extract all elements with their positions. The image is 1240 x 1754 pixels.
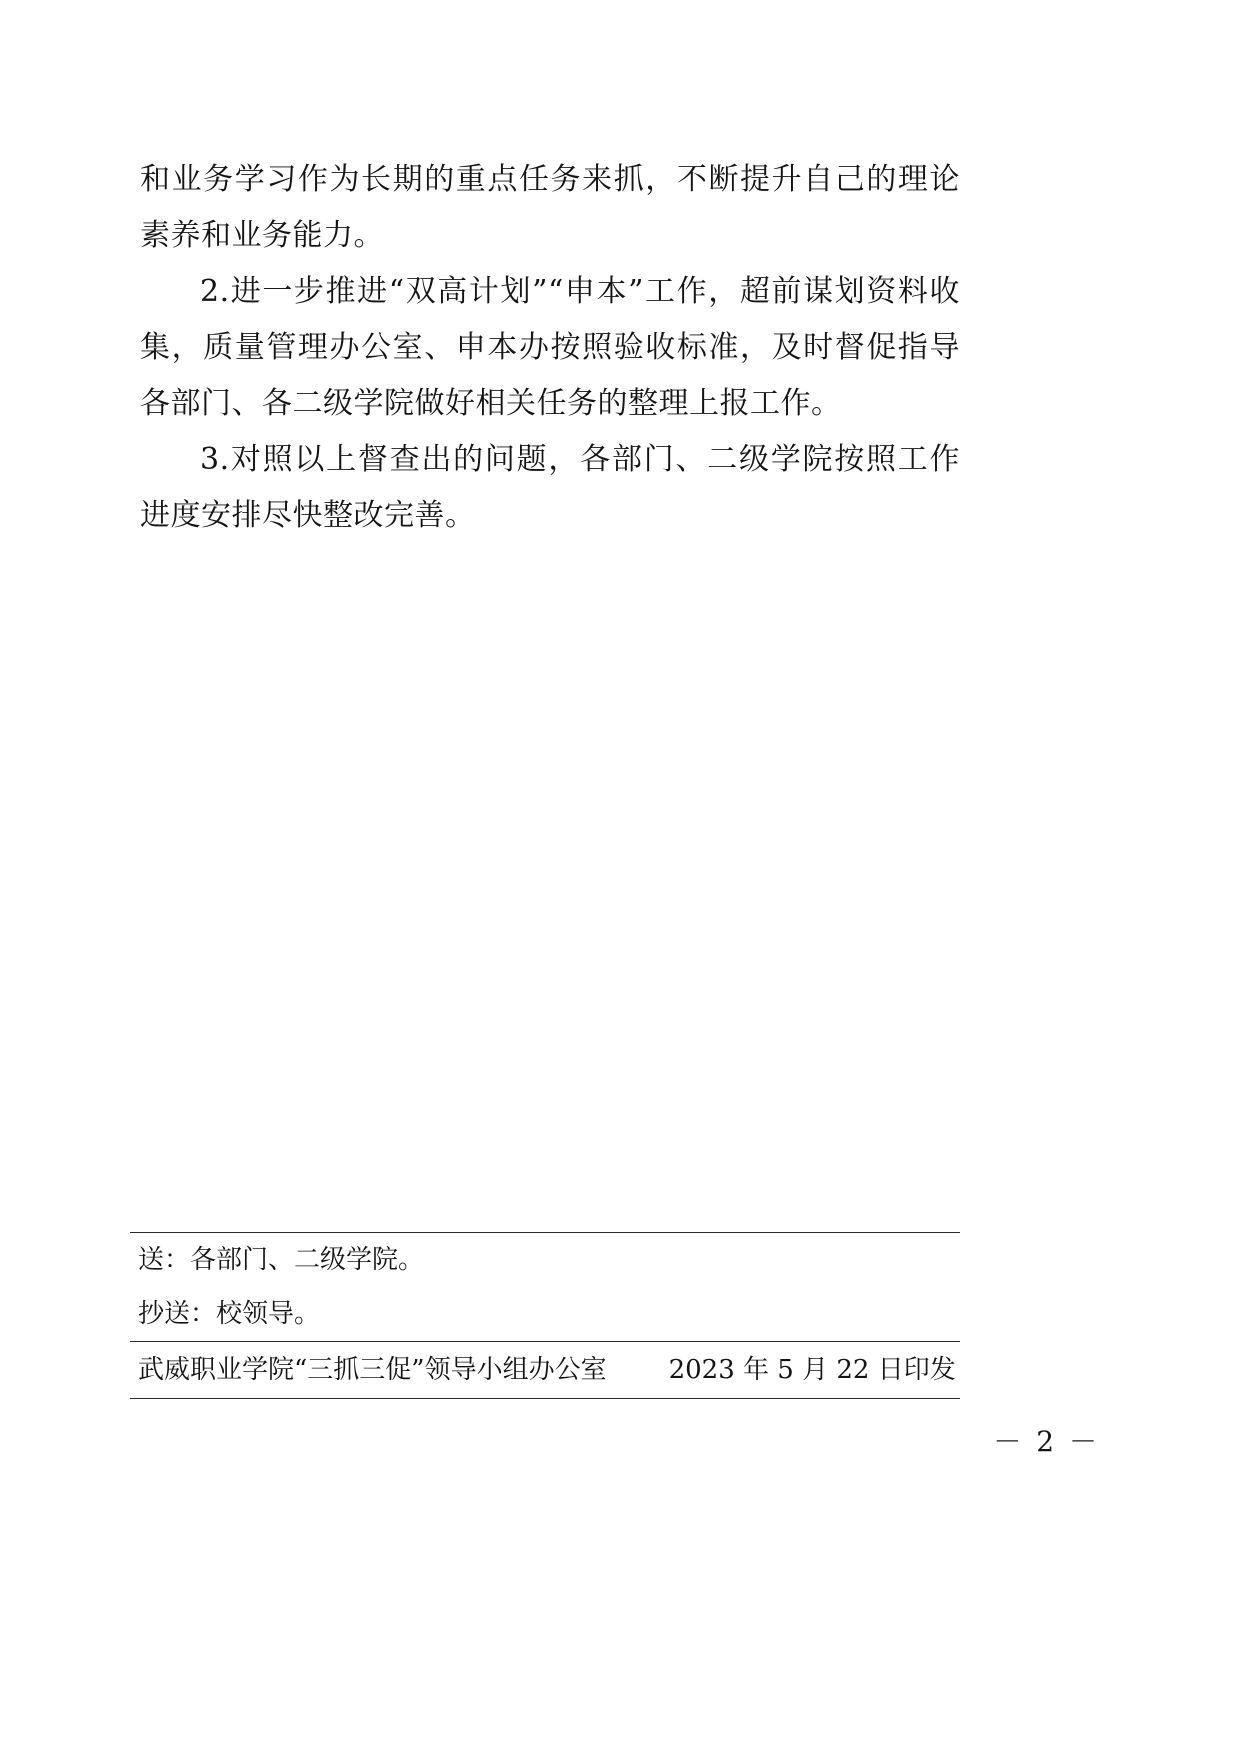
- footer-issuer: 武威职业学院“三抓三促”领导小组办公室: [138, 1355, 607, 1385]
- paragraph-continued: 和业务学习作为长期的重点任务来抓，不断提升自己的理论素养和业务能力。: [140, 162, 960, 253]
- page-number: － 2 －: [993, 1425, 1100, 1458]
- document-body: [140, 152, 960, 544]
- paragraph-item-3: 3.对照以上督查出的问题，各部门、二级学院按照工作进度安排尽快整改完善。: [140, 442, 960, 533]
- footer-distribution: 送：各部门、二级学院。: [138, 1245, 425, 1275]
- footer-copy-distribution: 抄送：校领导。: [138, 1299, 321, 1329]
- footer-issuer-row: [130, 1342, 960, 1398]
- footer-bottom-rule: [130, 1398, 960, 1399]
- paragraph-item-2: 2.进一步推进“双高计划”“申本”工作，超前谋划资料收集，质量管理办公室、申本办按照验收标准，及时督促指导各部门、各二级学院做好相关任务的整理上报工作。: [140, 274, 960, 421]
- footer-issue-date: 2023 年 5 月 22 日印发: [668, 1355, 956, 1385]
- document-footer: [130, 1232, 960, 1399]
